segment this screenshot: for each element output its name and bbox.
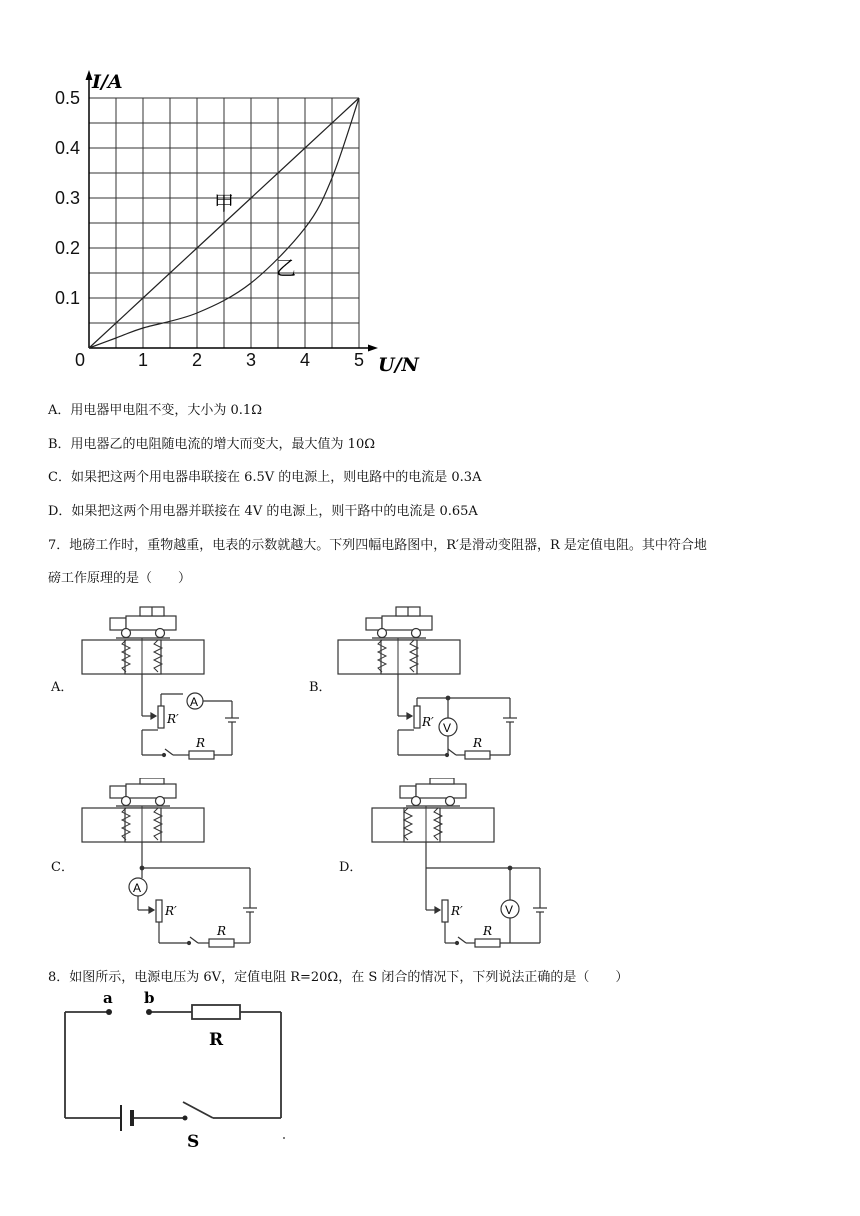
q7-option-a-letter: A． [51,680,74,695]
q6-option-c: C．如果把这两个用电器串联接在 6.5V 的电源上，则电路中的电流是 0.3A [48,470,482,485]
curve-yi-label: 乙 [276,256,296,280]
ammeter-symbol: A [190,695,199,709]
resistor-label: R [209,1030,224,1050]
q6-option-a: A．用电器甲电阻不变，大小为 0.1Ω [48,403,262,418]
circuit-diagram-d [368,778,558,948]
q8-stem: 8．如图所示，电源电压为 6V，定值电阻 R=20Ω，在 S 闭合的情况下，下列说法正确的是（ ） [48,970,629,985]
resistor-label: R [473,736,483,750]
q7-option-d-letter: D． [339,860,363,875]
x-tick-label: 1 [138,350,149,370]
y-tick-label: 0.2 [55,238,81,258]
y-axis-label: I/A [92,71,123,93]
voltmeter-symbol: V [443,721,452,735]
x-tick-label: 5 [354,350,365,370]
x-tick-label: 0 [75,350,86,370]
q8-circuit-diagram [55,990,305,1150]
y-tick-label: 0.5 [55,88,81,108]
terminal-a-label: a [103,990,113,1007]
q7-option-b-letter: B． [309,680,332,695]
terminal-b-label: b [144,990,155,1007]
y-tick-label: 0.4 [55,138,81,158]
curve-jia-label: 甲 [214,191,234,215]
resistor-label: R [217,924,227,938]
resistor-label: R [483,924,493,938]
y-tick-label: 0.1 [55,288,81,308]
circuit-diagram-c [78,778,268,948]
resistor-label: R [196,736,206,750]
x-axis-label: U/N [378,354,419,376]
rheostat-label: R′ [422,715,434,729]
circuit-diagram-b [334,600,524,765]
x-tick-label: 2 [192,350,203,370]
rheostat-label: R′ [451,904,463,918]
q7-option-c-letter: C． [51,860,74,875]
x-tick-label: 4 [300,350,311,370]
q6-option-b: B．用电器乙的电阻随电流的增大而变大，最大值为 10Ω [48,437,376,452]
q6-option-d: D．如果把这两个用电器并联接在 4V 的电源上，则干路中的电流是 0.65A [48,504,478,519]
rheostat-label: R′ [165,904,177,918]
x-tick-label: 3 [246,350,257,370]
terminal-b-dot [146,1009,152,1015]
ammeter-symbol: A [133,881,142,895]
voltmeter-symbol: V [505,903,514,917]
q7-stem-line1: 7．地磅工作时，重物越重，电表的示数就越大。下列四幅电路图中，R′是滑动变阻器，R 是定值电阻。其中符合地 [48,538,707,553]
q7-stem-line2: 磅工作原理的是（ ） [48,571,192,586]
iu-graph [0,0,440,385]
terminal-a-dot [106,1009,112,1015]
switch-label: S [187,1132,200,1150]
rheostat-label: R′ [167,712,179,726]
x-axis-arrow [368,345,378,352]
y-tick-label: 0.3 [55,188,81,208]
circuit-diagram-a [78,600,248,765]
